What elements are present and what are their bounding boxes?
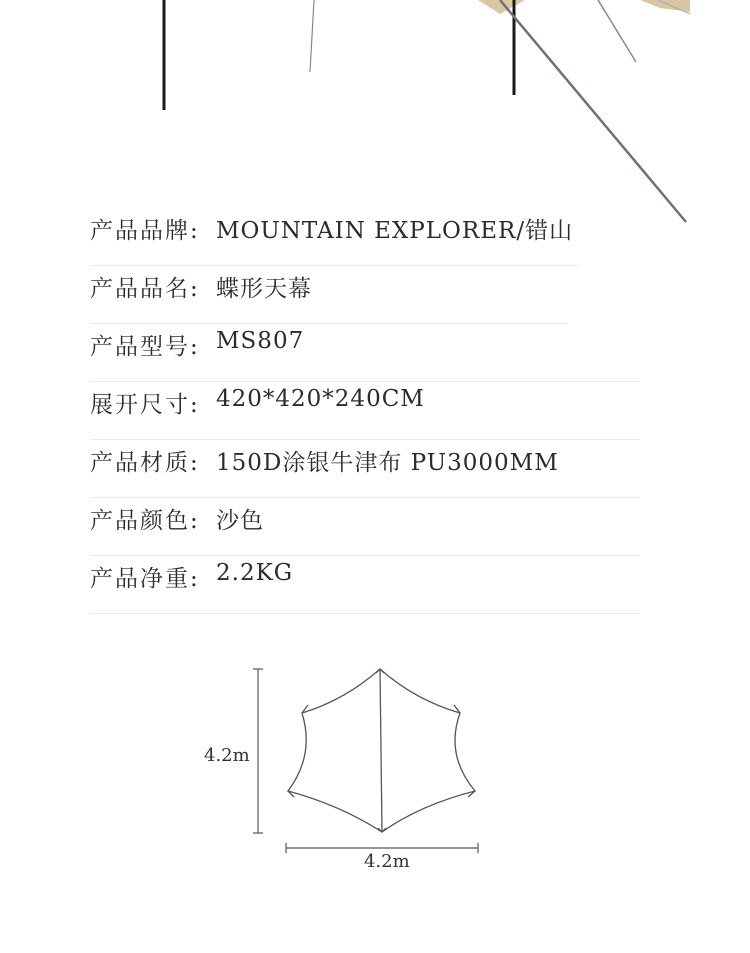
spec-label: 产品品名: — [90, 276, 200, 302]
spec-row-color — [90, 498, 650, 556]
height-dimension — [204, 669, 263, 833]
spec-label: 产品品牌: — [90, 218, 200, 244]
height-label: 4.2m — [204, 745, 250, 766]
spec-value: 蝶形天幕 — [216, 276, 312, 302]
spec-row-material — [90, 440, 650, 498]
product-photo — [0, 0, 750, 230]
spec-label: 展开尺寸: — [90, 392, 200, 418]
spec-row-weight — [90, 556, 650, 614]
pole-diagonal — [500, 0, 686, 222]
spec-value: MOUNTAIN EXPLORER/错山 — [216, 218, 574, 244]
spec-row-size — [90, 382, 650, 440]
width-label: 4.2m — [364, 851, 410, 872]
spec-value: 沙色 — [216, 508, 264, 534]
spec-label: 产品颜色: — [90, 508, 200, 534]
spec-list — [90, 208, 650, 614]
guy-line-left — [310, 0, 314, 72]
spec-row-name — [90, 266, 650, 324]
spec-value: 420*420*240CM — [216, 386, 425, 412]
tarp-dimension-diagram — [190, 655, 510, 885]
spec-label: 产品净重: — [90, 566, 200, 592]
divider — [90, 613, 640, 614]
spec-value: 150D涂银牛津布 PU3000MM — [216, 450, 559, 476]
spec-value: MS807 — [216, 328, 305, 354]
spec-value: 2.2KG — [216, 560, 294, 586]
spec-row-brand — [90, 208, 650, 266]
width-dimension — [286, 843, 478, 872]
spec-row-model — [90, 324, 650, 382]
guy-line-right-1 — [598, 0, 636, 62]
spec-label: 产品型号: — [90, 334, 200, 360]
spec-label: 产品材质: — [90, 450, 200, 476]
tarp-outline — [288, 669, 475, 832]
